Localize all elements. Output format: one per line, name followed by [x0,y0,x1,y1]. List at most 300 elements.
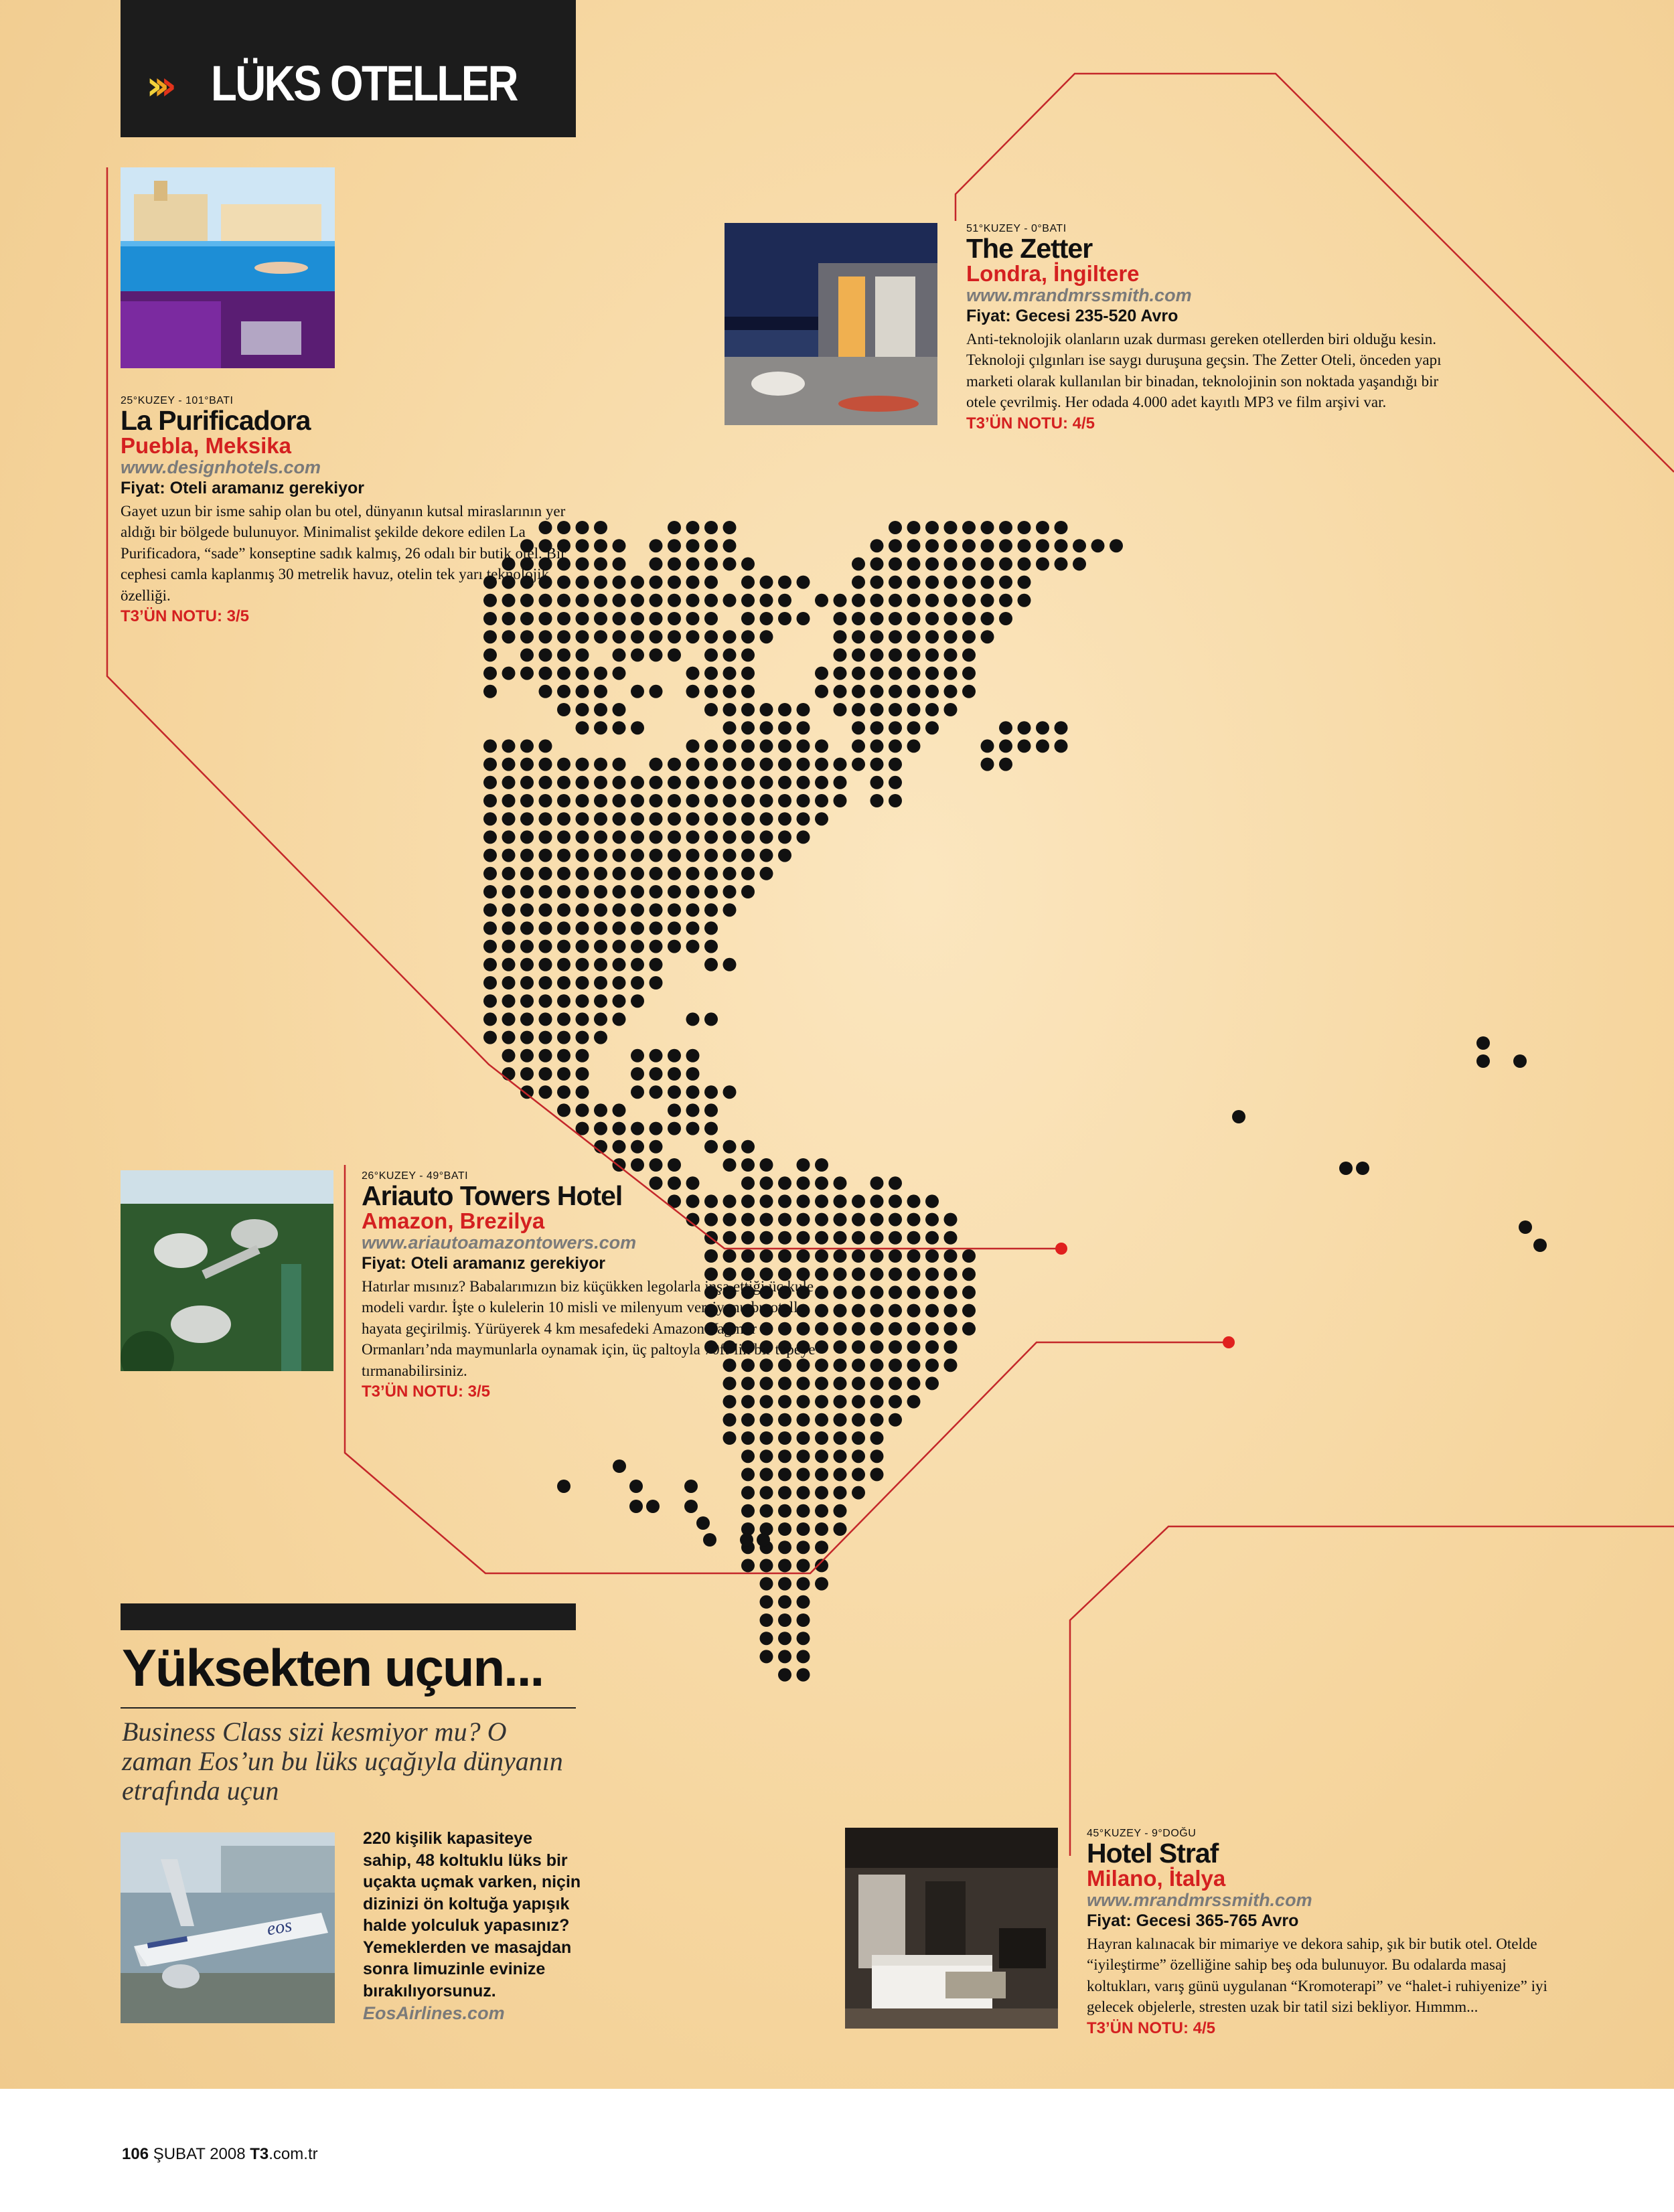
map-dot [704,830,718,844]
hotel-url-link[interactable]: www.mrandmrssmith.com [1087,1890,1312,1911]
map-dot [1018,539,1031,552]
map-dot [925,721,939,734]
map-dot [483,776,497,789]
map-dot [668,648,681,661]
hotel-url-link[interactable]: www.mrandmrssmith.com [966,285,1192,306]
map-dot [834,1249,847,1263]
map-dot [520,667,534,680]
map-dot [557,648,570,661]
map-dot [646,1500,660,1513]
map-dot [962,1304,976,1318]
map-dot [539,885,552,898]
map-dot [741,612,755,625]
map-dot [962,594,976,607]
map-dot [852,1285,865,1299]
map-dot [962,1249,976,1263]
map-dot [870,1231,884,1245]
map-dot [870,630,884,643]
map-dot [1018,739,1031,753]
map-dot [815,1540,828,1554]
map-dot [631,921,644,935]
map-dot [797,1632,810,1645]
map-dot [870,1322,884,1336]
hotel-price: Fiyat: Gecesi 235-520 Avro [966,307,1178,326]
map-dot [797,1468,810,1481]
map-dot [520,1012,534,1026]
map-dot [631,940,644,953]
map-dot [576,521,589,534]
map-dot [907,1395,921,1409]
map-dot [483,667,497,680]
map-dot [834,1522,847,1536]
map-dot [594,940,607,953]
map-dot [852,576,865,589]
map-dot [1055,739,1068,753]
map-dot [834,758,847,771]
flight-section-title: Yüksekten uçun... [122,1638,544,1697]
map-dot [631,721,644,734]
map-dot [797,1595,810,1609]
map-dot [576,557,589,570]
map-dot [483,1012,497,1026]
map-dot [852,1395,865,1409]
map-dot [576,667,589,680]
map-dot [1036,521,1049,534]
hotel-url-link[interactable]: www.ariautoamazontowers.com [362,1233,637,1253]
map-dot [889,776,902,789]
hotel-url-link[interactable]: www.designhotels.com [121,457,321,478]
map-dot [870,739,884,753]
map-dot [852,612,865,625]
map-dot [613,721,626,734]
map-dot [483,794,497,807]
map-dot [631,976,644,990]
map-dot [631,685,644,698]
map-dot [925,1267,939,1281]
eos-plane-photo [121,1832,335,2023]
map-dot [815,685,828,698]
map-dot [852,758,865,771]
map-dot [686,557,700,570]
map-dot [815,1158,828,1172]
page-folio [122,2145,318,2164]
map-dot [594,903,607,917]
map-dot [797,739,810,753]
map-dot [704,630,718,643]
map-dot [925,1358,939,1372]
map-dot [797,721,810,734]
map-dot [907,630,921,643]
map-dot [907,703,921,716]
hotel-score: T3’ÜN NOTU: 4/5 [966,414,1095,432]
map-dot [889,758,902,771]
map-dot [778,1613,791,1627]
map-dot [539,685,552,698]
map-dot [962,667,976,680]
map-dot [834,1504,847,1518]
map-dot [741,703,755,716]
map-dot [631,1122,644,1135]
map-dot [797,1504,810,1518]
map-dot [741,1140,755,1154]
map-dot [870,776,884,789]
map-dot [1339,1162,1353,1175]
map-dot [1018,576,1031,589]
map-dot [704,557,718,570]
map-dot [870,685,884,698]
map-dot [760,849,773,862]
map-dot [834,1413,847,1427]
flight-url-link[interactable]: EosAirlines.com [363,2003,505,2023]
map-dot [576,576,589,589]
map-dot [613,1012,626,1026]
map-dot [999,612,1012,625]
map-dot [557,703,570,716]
map-dot [797,1559,810,1572]
map-dot [502,630,516,643]
map-dot [944,630,958,643]
map-dot [1018,721,1031,734]
map-dot [650,630,663,643]
hotel-location: Puebla, Meksika [121,432,291,458]
flight-section-body [363,1828,584,2025]
map-dot [1519,1220,1532,1234]
map-dot [650,1158,663,1172]
map-dot [520,1067,534,1081]
map-dot [668,539,681,552]
map-dot [925,521,939,534]
map-dot [557,667,570,680]
map-dot [576,867,589,880]
map-dot [631,830,644,844]
map-dot [576,794,589,807]
map-dot [686,830,700,844]
map-dot [741,1468,755,1481]
map-dot [520,885,534,898]
map-dot [1476,1036,1490,1050]
map-dot [944,1249,958,1263]
map-dot [613,830,626,844]
map-dot [889,703,902,716]
map-dot [852,557,865,570]
map-dot [539,921,552,935]
map-dot [613,630,626,643]
hotel-name: Hotel Straf [1087,1837,1219,1869]
map-dot [520,794,534,807]
map-dot [613,1459,626,1473]
map-dot [834,776,847,789]
map-dot [870,1413,884,1427]
map-dot [704,667,718,680]
map-dot [539,940,552,953]
map-dot [631,1049,644,1062]
map-dot [483,903,497,917]
map-dot [686,849,700,862]
map-dot [539,630,552,643]
map-dot [925,539,939,552]
map-dot [594,1122,607,1135]
map-dot [962,630,976,643]
map-dot [613,903,626,917]
map-dot-group [483,521,1547,1682]
map-dot [760,630,773,643]
map-dot [594,612,607,625]
map-dot [594,630,607,643]
map-dot [999,594,1012,607]
map-dot [631,594,644,607]
map-dot [760,1577,773,1591]
map-dot [539,994,552,1008]
map-dot [723,557,737,570]
map-dot [576,1085,589,1099]
location-markers [1055,1243,1235,1348]
map-dot [907,739,921,753]
map-dot [870,1340,884,1354]
map-dot [576,703,589,716]
map-dot [760,830,773,844]
map-dot [650,685,663,698]
map-dot [539,812,552,825]
map-dot [539,776,552,789]
map-dot [576,612,589,625]
map-dot [613,940,626,953]
map-dot [741,739,755,753]
map-dot [631,994,644,1008]
map-dot [760,1449,773,1463]
map-dot [741,557,755,570]
map-dot [704,576,718,589]
map-dot [686,612,700,625]
map-dot [944,612,958,625]
map-dot [668,1085,681,1099]
map-dot [594,794,607,807]
map-dot [907,1285,921,1299]
map-dot [925,612,939,625]
map-dot [925,576,939,589]
map-dot [576,940,589,953]
map-dot [815,594,828,607]
map-dot [557,1031,570,1044]
map-dot [723,594,737,607]
map-dot [686,739,700,753]
map-dot [502,1049,516,1062]
map-dot [889,1285,902,1299]
map-dot [613,648,626,661]
hotel-entry-ariauto [362,1170,824,1402]
map-dot [539,758,552,771]
map-dot [760,1559,773,1572]
map-dot [852,703,865,716]
map-dot [741,1449,755,1463]
map-dot [1055,521,1068,534]
map-dot [631,849,644,862]
map-dot [650,867,663,880]
map-dot [520,994,534,1008]
map-dot [1055,721,1068,734]
map-dot [834,703,847,716]
map-dot [668,921,681,935]
map-dot [925,1376,939,1390]
map-dot [797,1413,810,1427]
map-dot [852,1304,865,1318]
map-dot [925,1304,939,1318]
map-dot [502,976,516,990]
map-dot [834,648,847,661]
map-dot [944,1267,958,1281]
map-dot [704,1012,718,1026]
map-dot [539,1067,552,1081]
map-dot [834,594,847,607]
map-dot [539,1085,552,1099]
map-dot [834,1376,847,1390]
map-dot [668,612,681,625]
map-dot [962,576,976,589]
map-dot [483,648,497,661]
map-dot [741,830,755,844]
hotel-description: Hayran kalınacak bir mimariye ve dekora sahip, şık bir butik otel. Otelde “iyileştirme” özelliğine sahip beş oda bulunuyor. Bu odalarda masaj koltukları, varış günü uygulanan “Kromoterapi” ve “halet-i ruhiyenize” iyi gelecek objelerle, stresten uzak bir tatil sizi bekliyor. Hımmm... [1087,1935,1547,2016]
map-dot [686,1012,700,1026]
map-dot [870,1267,884,1281]
map-dot [502,921,516,935]
map-dot [668,903,681,917]
map-dot [778,721,791,734]
location-marker-icon [1055,1243,1067,1255]
map-dot [797,1486,810,1500]
map-dot [852,1340,865,1354]
map-dot [613,758,626,771]
map-dot [741,812,755,825]
map-dot [686,1122,700,1135]
map-dot [1036,739,1049,753]
map-dot [576,976,589,990]
plane-livery: eos [265,1915,294,1940]
map-dot [686,594,700,607]
map-dot [852,1322,865,1336]
map-dot [889,521,902,534]
map-dot [594,521,607,534]
map-dot [686,1085,700,1099]
map-dot [594,1103,607,1117]
map-dot [797,812,810,825]
map-dot [594,721,607,734]
map-dot [650,903,663,917]
map-dot [760,1158,773,1172]
map-dot [870,648,884,661]
map-dot [723,539,737,552]
map-dot [741,667,755,680]
map-dot [650,830,663,844]
map-dot [889,1358,902,1372]
map-dot [834,685,847,698]
hotel-score: T3’ÜN NOTU: 3/5 [362,1382,491,1401]
map-dot [944,1213,958,1227]
map-dot [797,1522,810,1536]
map-dot [981,521,994,534]
map-dot [944,521,958,534]
map-dot [483,994,497,1008]
map-dot [613,976,626,990]
map-dot [760,739,773,753]
map-dot [723,703,737,716]
map-dot [1036,557,1049,570]
map-dot [870,703,884,716]
map-dot [594,594,607,607]
map-dot [668,521,681,534]
map-dot [631,776,644,789]
map-dot [723,1413,737,1427]
map-dot [797,794,810,807]
map-dot [684,1500,698,1513]
map-dot [852,739,865,753]
map-dot [723,667,737,680]
map-dot [925,1249,939,1263]
map-dot [557,1480,570,1493]
hotel-price: Fiyat: Oteli aramanız gerekiyor [121,479,365,498]
map-dot [981,758,994,771]
map-dot [870,1249,884,1263]
hotel-price: Fiyat: Gecesi 365-765 Avro [1087,1911,1299,1931]
map-dot [778,1486,791,1500]
map-dot [686,667,700,680]
map-dot [613,921,626,935]
map-dot [889,557,902,570]
map-dot [576,921,589,935]
map-dot [1018,557,1031,570]
map-dot [907,612,921,625]
map-dot [1110,539,1123,552]
map-dot [870,794,884,807]
map-dot [741,685,755,698]
map-dot [741,1504,755,1518]
map-dot [907,521,921,534]
map-dot [576,849,589,862]
map-dot [686,867,700,880]
map-dot [741,794,755,807]
map-dot [594,958,607,971]
map-dot [834,1285,847,1299]
map-dot [557,1049,570,1062]
map-dot [852,648,865,661]
map-dot [925,557,939,570]
map-dot [889,685,902,698]
map-dot [741,776,755,789]
map-dot [760,758,773,771]
map-dot [594,921,607,935]
map-dot [962,1267,976,1281]
map-dot [1073,539,1086,552]
map-dot [778,1431,791,1445]
map-dot [520,776,534,789]
map-dot [703,1533,716,1547]
map-dot [852,685,865,698]
map-dot [907,1249,921,1263]
map-dot [631,648,644,661]
map-dot [613,1140,626,1154]
flight-section-bar [121,1603,576,1630]
map-dot [797,1650,810,1663]
map-dot [723,867,737,880]
map-dot [483,958,497,971]
map-dot [925,703,939,716]
map-dot [704,903,718,917]
map-dot [502,958,516,971]
map-dot [723,1085,737,1099]
map-dot [723,849,737,862]
map-dot [520,849,534,862]
map-dot [723,776,737,789]
map-dot [483,685,497,698]
map-dot [723,812,737,825]
